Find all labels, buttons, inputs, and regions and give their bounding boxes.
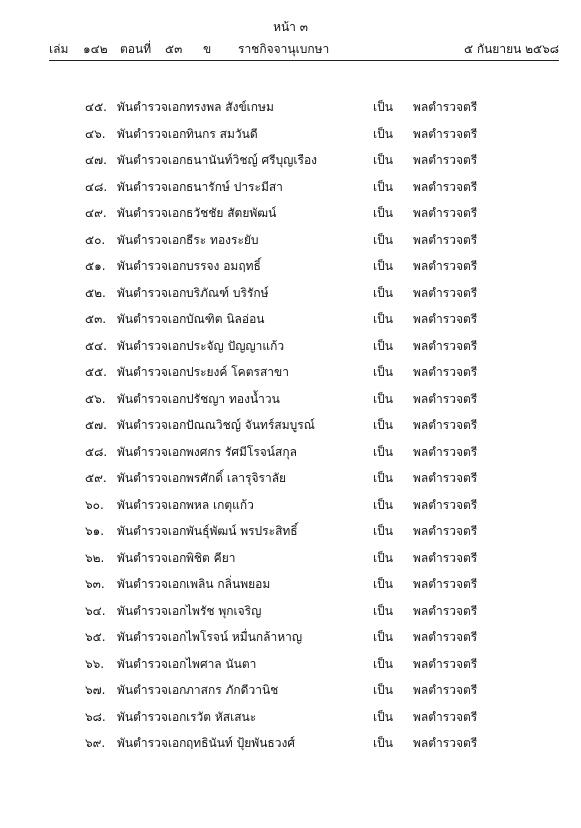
list-item <box>0 544 581 571</box>
officer-name: พิชิต คียา <box>186 550 236 565</box>
list-item <box>0 491 581 518</box>
officer-name: ฤทธินันท์ ปุ้ยพันธวงศ์ <box>186 736 295 750</box>
new-rank: พลตำรวจตรี <box>413 683 478 697</box>
entry-number: ๖๓. <box>85 577 105 591</box>
list-item <box>0 597 581 624</box>
new-rank: พลตำรวจตรี <box>413 709 478 724</box>
current-rank: พันตำรวจเอก <box>117 550 187 565</box>
list-item <box>0 411 581 438</box>
list-item <box>0 199 581 226</box>
promotion-word: เป็น <box>373 365 393 379</box>
entry-number: ๔๕. <box>85 100 107 114</box>
new-rank: พลตำรวจตรี <box>413 444 478 459</box>
promotion-word: เป็น <box>373 259 393 273</box>
current-rank: พันตำรวจเอก <box>117 736 187 750</box>
list-item <box>0 570 581 597</box>
part-label: ตอนที่ <box>120 42 152 56</box>
publication-date: ๕ กันยายน ๒๕๖๘ <box>463 42 559 56</box>
promotion-word: เป็น <box>373 577 393 591</box>
new-rank: พลตำรวจตรี <box>413 179 478 194</box>
promotion-word: เป็น <box>373 471 393 485</box>
list-item <box>0 703 581 730</box>
promotion-word: เป็น <box>373 338 393 353</box>
promotion-word: เป็น <box>373 683 393 697</box>
officer-name: พันธุ์พัฒน์ พรประสิทธิ์ <box>186 524 298 538</box>
promotion-word: เป็น <box>373 524 393 538</box>
gazette-title: ราชกิจจานุเบกษา <box>238 42 330 56</box>
current-rank: พันตำรวจเอก <box>117 471 187 485</box>
new-rank: พลตำรวจตรี <box>413 312 478 326</box>
current-rank: พันตำรวจเอก <box>117 418 187 432</box>
new-rank: พลตำรวจตรี <box>413 153 478 167</box>
current-rank: พันตำรวจเอก <box>117 285 187 300</box>
new-rank: พลตำรวจตรี <box>413 259 478 273</box>
current-rank: พันตำรวจเอก <box>117 391 187 406</box>
officer-name: ธนานันท์วิชญ์ ศรีบุญเรือง <box>186 153 318 167</box>
officer-name: ธวัชชัย สัตยพัฒน์ <box>186 206 277 220</box>
promotion-list <box>0 93 581 756</box>
new-rank: พลตำรวจตรี <box>413 206 478 220</box>
officer-name: พงศกร รัศมีโรจน์สกุล <box>186 444 297 459</box>
officer-name: ธีระ ทองระยับ <box>186 232 259 247</box>
promotion-word: เป็น <box>373 497 393 512</box>
section-letter: ข <box>203 42 212 56</box>
officer-name: ประจัญ ปัญญาแก้ว <box>186 338 285 353</box>
entry-number: ๖๐. <box>85 497 104 512</box>
current-rank: พันตำรวจเอก <box>117 312 187 326</box>
entry-number: ๕๕. <box>85 365 107 379</box>
entry-number: ๖๖. <box>85 656 105 671</box>
officer-name: เพลิน กลิ่นพยอม <box>186 577 271 591</box>
officer-name: ภาสกร ภักดีวานิช <box>186 683 279 697</box>
list-item <box>0 146 581 173</box>
entry-number: ๕๑. <box>85 259 106 273</box>
list-item <box>0 358 581 385</box>
promotion-word: เป็น <box>373 391 393 406</box>
entry-number: ๖๘. <box>85 709 106 724</box>
current-rank: พันตำรวจเอก <box>117 444 187 459</box>
list-item <box>0 464 581 491</box>
current-rank: พันตำรวจเอก <box>117 153 187 167</box>
entry-number: ๔๖. <box>85 126 106 141</box>
officer-name: บัณฑิต นิลอ่อน <box>186 312 265 326</box>
new-rank: พลตำรวจตรี <box>413 418 478 432</box>
officer-name: ไพรัช พุกเจริญ <box>186 603 262 618</box>
promotion-word: เป็น <box>373 709 393 724</box>
current-rank: พันตำรวจเอก <box>117 206 187 220</box>
entry-number: ๕๘. <box>85 444 108 459</box>
current-rank: พันตำรวจเอก <box>117 497 187 512</box>
list-item <box>0 729 581 756</box>
new-rank: พลตำรวจตรี <box>413 577 478 591</box>
new-rank: พลตำรวจตรี <box>413 497 478 512</box>
entry-number: ๕๖. <box>85 391 106 406</box>
current-rank: พันตำรวจเอก <box>117 577 187 591</box>
officer-name: พรศักดิ์ เลารุจิราลัย <box>186 471 287 485</box>
list-item <box>0 305 581 332</box>
current-rank: พันตำรวจเอก <box>117 100 187 114</box>
list-item <box>0 332 581 359</box>
new-rank: พลตำรวจตรี <box>413 285 478 300</box>
entry-number: ๖๕. <box>85 630 106 644</box>
list-item <box>0 385 581 412</box>
entry-number: ๕๐. <box>85 232 106 247</box>
promotion-word: เป็น <box>373 418 393 432</box>
entry-number: ๖๙. <box>85 736 106 750</box>
officer-name: ไพโรจน์ หมื่นกล้าหาญ <box>186 630 303 644</box>
entry-number: ๕๙. <box>85 471 107 485</box>
current-rank: พันตำรวจเอก <box>117 683 187 697</box>
list-item <box>0 120 581 147</box>
promotion-word: เป็น <box>373 232 393 247</box>
officer-name: ไพศาล นันตา <box>186 656 257 671</box>
part-number: ๕๓ <box>165 42 183 56</box>
current-rank: พันตำรวจเอก <box>117 338 187 353</box>
entry-number: ๖๑. <box>85 524 105 538</box>
current-rank: พันตำรวจเอก <box>117 232 187 247</box>
entry-number: ๕๓. <box>85 312 107 326</box>
current-rank: พันตำรวจเอก <box>117 630 187 644</box>
new-rank: พลตำรวจตรี <box>413 471 478 485</box>
header-divider <box>49 60 559 61</box>
promotion-word: เป็น <box>373 444 393 459</box>
entry-number: ๕๒. <box>85 285 106 300</box>
current-rank: พันตำรวจเอก <box>117 656 187 671</box>
list-item <box>0 650 581 677</box>
promotion-word: เป็น <box>373 656 393 671</box>
promotion-word: เป็น <box>373 550 393 565</box>
list-item <box>0 252 581 279</box>
current-rank: พันตำรวจเอก <box>117 126 187 141</box>
officer-name: ทินกร สมวันดี <box>186 126 258 141</box>
officer-name: ปรัชญา ทองน้ำวน <box>186 391 280 406</box>
current-rank: พันตำรวจเอก <box>117 259 187 273</box>
officer-name: ปัณณวิชญ์ จันทร์สมบูรณ์ <box>186 418 315 432</box>
entry-number: ๔๘. <box>85 179 108 194</box>
officer-name: ประยงค์ โคตรสาขา <box>186 365 289 379</box>
new-rank: พลตำรวจตรี <box>413 630 478 644</box>
promotion-word: เป็น <box>373 153 393 167</box>
officer-name: บริภัณฑ์ บริรักษ์ <box>186 285 269 300</box>
entry-number: ๖๗. <box>85 683 106 697</box>
new-rank: พลตำรวจตรี <box>413 524 478 538</box>
current-rank: พันตำรวจเอก <box>117 709 187 724</box>
list-item <box>0 93 581 120</box>
promotion-word: เป็น <box>373 285 393 300</box>
entry-number: ๔๗. <box>85 153 107 167</box>
list-item <box>0 676 581 703</box>
list-item <box>0 623 581 650</box>
entry-number: ๖๔. <box>85 603 106 618</box>
list-item <box>0 517 581 544</box>
entry-number: ๕๗. <box>85 418 107 432</box>
new-rank: พลตำรวจตรี <box>413 232 478 247</box>
promotion-word: เป็น <box>373 312 393 326</box>
new-rank: พลตำรวจตรี <box>413 365 478 379</box>
officer-name: เรวัต หัสเสนะ <box>186 709 257 724</box>
current-rank: พันตำรวจเอก <box>117 179 187 194</box>
current-rank: พันตำรวจเอก <box>117 524 187 538</box>
new-rank: พลตำรวจตรี <box>413 338 478 353</box>
new-rank: พลตำรวจตรี <box>413 100 478 114</box>
entry-number: ๕๔. <box>85 338 107 353</box>
new-rank: พลตำรวจตรี <box>413 736 478 750</box>
officer-name: พหล เกตุแก้ว <box>186 497 254 512</box>
list-item <box>0 173 581 200</box>
volume-label: เล่ม <box>49 42 69 56</box>
officer-name: ทรงพล สังข์เกษม <box>186 100 274 114</box>
new-rank: พลตำรวจตรี <box>413 603 478 618</box>
officer-name: บรรจง อมฤทธิ์ <box>186 259 261 273</box>
current-rank: พันตำรวจเอก <box>117 365 187 379</box>
gazette-header <box>0 40 581 58</box>
promotion-word: เป็น <box>373 206 393 220</box>
new-rank: พลตำรวจตรี <box>413 391 478 406</box>
page-number: หน้า ๓ <box>273 20 308 34</box>
promotion-word: เป็น <box>373 736 393 750</box>
promotion-word: เป็น <box>373 126 393 141</box>
promotion-word: เป็น <box>373 100 393 114</box>
list-item <box>0 279 581 306</box>
list-item <box>0 438 581 465</box>
promotion-word: เป็น <box>373 630 393 644</box>
promotion-word: เป็น <box>373 179 393 194</box>
new-rank: พลตำรวจตรี <box>413 126 478 141</box>
entry-number: ๖๒. <box>85 550 105 565</box>
new-rank: พลตำรวจตรี <box>413 656 478 671</box>
officer-name: ธนารักษ์ ปาระมีสา <box>186 179 283 194</box>
list-item <box>0 226 581 253</box>
promotion-word: เป็น <box>373 603 393 618</box>
entry-number: ๔๙. <box>85 206 107 220</box>
volume-number: ๑๔๒ <box>83 42 108 56</box>
new-rank: พลตำรวจตรี <box>413 550 478 565</box>
current-rank: พันตำรวจเอก <box>117 603 187 618</box>
